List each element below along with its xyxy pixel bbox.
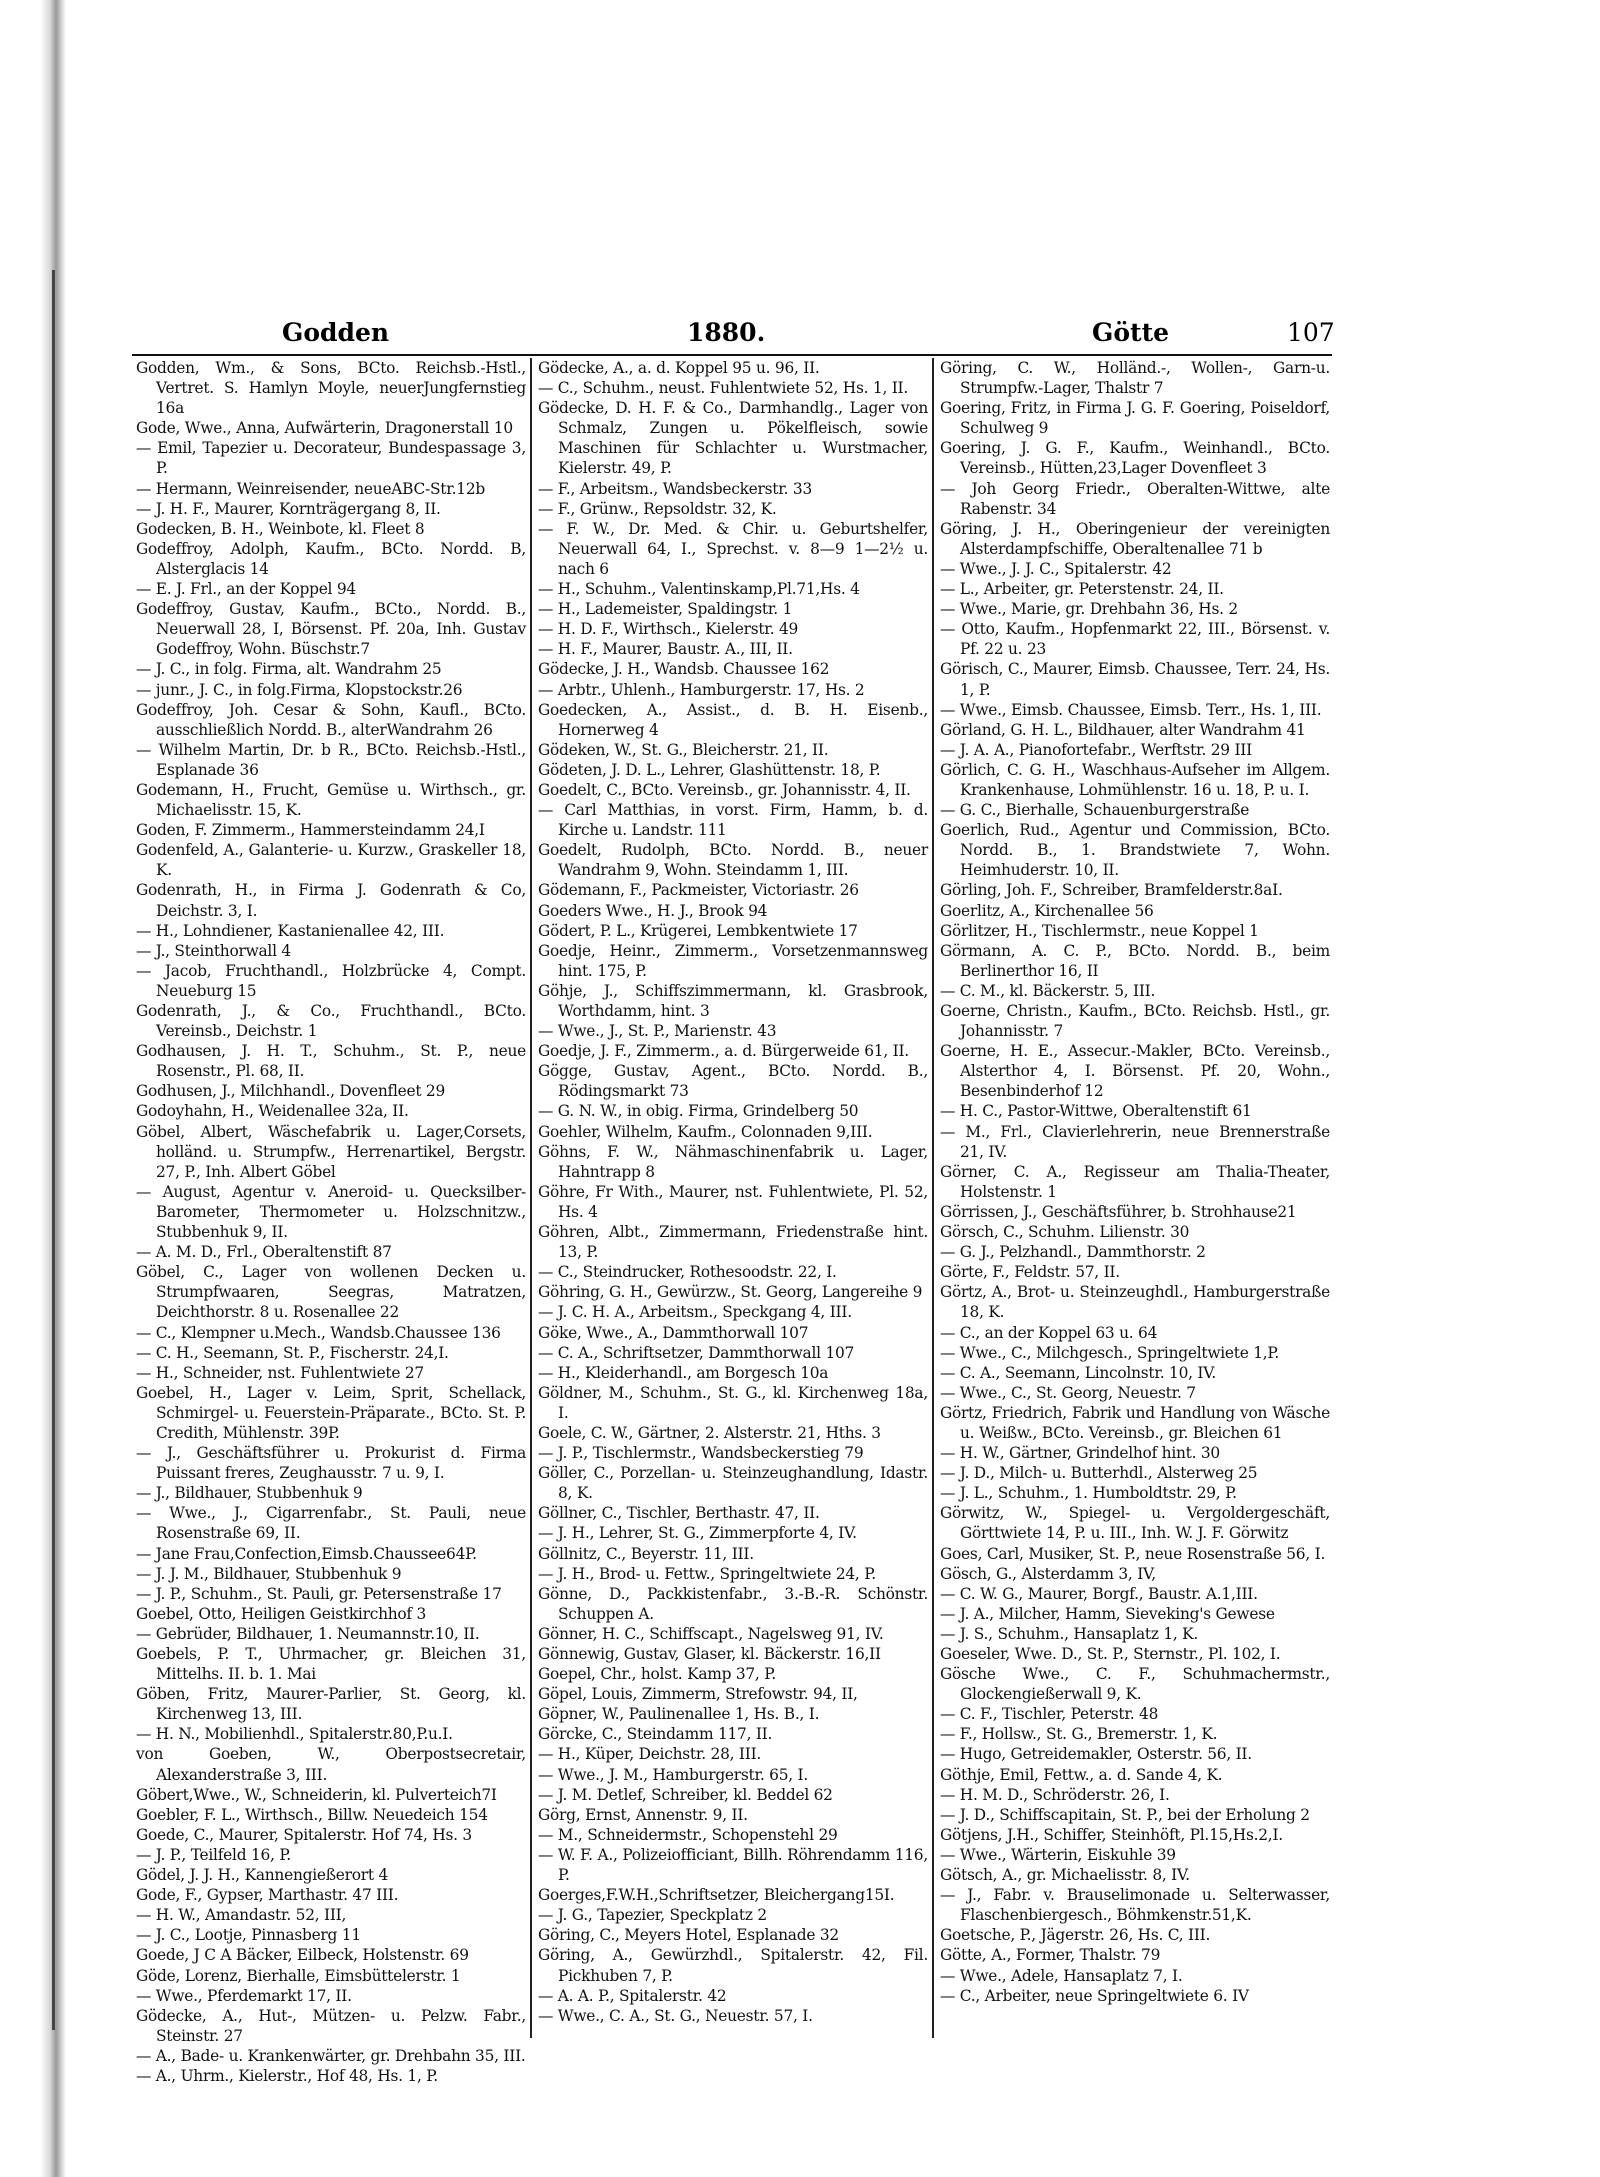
directory-entry: Göbel, C., Lager von wollenen Decken u. Strumpfwaaren, Seegras, Matratzen, Deichthorstr. 8 u. Rosenallee 22 xyxy=(136,1263,526,1322)
header-rule xyxy=(132,354,1332,356)
directory-entry: Göthje, Emil, Fettw., a. d. Sande 4, K. xyxy=(940,1765,1223,1784)
directory-entry: — Wwe., Eimsb. Chaussee, Eimsb. Terr., Hs. 1, III. xyxy=(940,700,1322,719)
directory-entry: Gödeten, J. D. L., Lehrer, Glashüttenstr. 18, P. xyxy=(538,760,881,779)
directory-entry: — J. H., Lehrer, St. G., Zimmerpforte 4, IV. xyxy=(538,1524,857,1543)
directory-entry: Göpner, W., Paulinenallee 1, Hs. B., I. xyxy=(538,1705,820,1724)
directory-entry: Görsch, C., Schuhm. Lilienstr. 30 xyxy=(940,1223,1190,1242)
directory-entry: Görwitz, W., Spiegel- u. Vergoldergeschäft, Görttwiete 14, P. u. III., Inh. W. J. F. Görwitz xyxy=(940,1504,1330,1543)
page-number: 107 xyxy=(1287,318,1335,347)
directory-entry: Goebler, F. L., Wirthsch., Billw. Neuedeich 154 xyxy=(136,1805,488,1824)
directory-entry: — J. C., Lootje, Pinnasberg 11 xyxy=(136,1926,361,1945)
directory-entry: Goes, Carl, Musiker, St. P., neue Rosenstraße 56, I. xyxy=(940,1544,1326,1563)
directory-entry: Gödecke, A., Hut-, Mützen- u. Pelzw. Fabr., Steinstr. 27 xyxy=(136,2006,526,2045)
directory-entry: — J., Fabr. v. Brauselimonade u. Selterwasser, Flaschenbiergesch., Böhmkenstr.51,K. xyxy=(940,1886,1330,1925)
directory-entry: — Wilhelm Martin, Dr. b R., BCto. Reichsb.-Hstl., Esplanade 36 xyxy=(136,740,526,779)
directory-entry: Götsch, A., gr. Michaelisstr. 8, IV. xyxy=(940,1866,1190,1885)
directory-entry: Goerlitz, A., Kirchenallee 56 xyxy=(940,901,1154,920)
directory-entry: Goedelt, Rudolph, BCto. Nordd. B., neuer Wandrahm 9, Wohn. Steindamm 1, III. xyxy=(538,841,928,880)
directory-entry: — Otto, Kaufm., Hopfenmarkt 22, III., Börsenst. v. Pf. 22 u. 23 xyxy=(940,620,1330,659)
directory-entry: Gode, Wwe., Anna, Aufwärterin, Dragonerstall 10 xyxy=(136,419,513,438)
directory-entry: Gode, F., Gypser, Marthastr. 47 III. xyxy=(136,1886,399,1905)
directory-entry: — H., Schuhm., Valentinskamp,Pl.71,Hs. 4 xyxy=(538,580,860,599)
directory-entry: — H., Schneider, nst. Fuhlentwiete 27 xyxy=(136,1363,424,1382)
directory-entry: — L., Arbeiter, gr. Peterstenstr. 24, II. xyxy=(940,580,1224,599)
directory-entry: — Arbtr., Uhlenh., Hamburgerstr. 17, Hs. 2 xyxy=(538,680,865,699)
directory-entry: — J. H., Brod- u. Fettw., Springeltwiete 24, P. xyxy=(538,1564,876,1583)
directory-entry: Goerne, Christn., Kaufm., BCto. Reichsb. Hstl., gr. Johannisstr. 7 xyxy=(940,1002,1330,1041)
directory-entry: Görling, Joh. F., Schreiber, Bramfelderstr.8aI. xyxy=(940,881,1283,900)
directory-entry: Göllnitz, C., Beyerstr. 11, III. xyxy=(538,1544,754,1563)
directory-entry: Goebel, H., Lager v. Leim, Sprit, Schellack, Schmirgel- u. Feuerstein-Präparate., BCto. St. P. Credith, Mühlenstr. 39P. xyxy=(136,1383,526,1442)
directory-entry: — H. W., Amandastr. 52, III, xyxy=(136,1906,347,1925)
directory-entry: Görland, G. H. L., Bildhauer, alter Wandrahm 41 xyxy=(940,720,1306,739)
directory-entry: Görte, F., Feldstr. 57, II. xyxy=(940,1263,1120,1282)
directory-entry: — J. D., Schiffscapitain, St. P., bei der Erholung 2 xyxy=(940,1805,1310,1824)
directory-entry: Gösch, G., Alsterdamm 3, IV, xyxy=(940,1564,1156,1583)
directory-entry: — F., Hollsw., St. G., Bremerstr. 1, K. xyxy=(940,1725,1218,1744)
directory-entry: — J. P., Schuhm., St. Pauli, gr. Petersenstraße 17 xyxy=(136,1584,502,1603)
directory-entry: — H., Küper, Deichstr. 28, III. xyxy=(538,1745,762,1764)
directory-entry: Gönner, H. C., Schiffscapt., Nagelsweg 91, IV. xyxy=(538,1624,884,1643)
directory-entry: Gödemann, F., Packmeister, Victoriastr. 26 xyxy=(538,881,859,900)
header-last-name: Götte xyxy=(1092,318,1170,347)
directory-entry: Godemann, H., Frucht, Gemüse u. Wirthsch., gr. Michaelisstr. 15, K. xyxy=(136,780,526,820)
directory-entry: — Wwe., J., St. P., Marienstr. 43 xyxy=(538,1022,777,1041)
directory-entry: Goerges,F.W.H.,Schriftsetzer, Bleichergang15I. xyxy=(538,1886,895,1905)
directory-entry: — C. F., Tischler, Peterstr. 48 xyxy=(940,1705,1159,1724)
directory-entry: — H., Kleiderhandl., am Borgesch 10a xyxy=(538,1363,829,1382)
directory-entry: Goeders Wwe., H. J., Brook 94 xyxy=(538,901,768,920)
directory-entry: — J., Bildhauer, Stubbenhuk 9 xyxy=(136,1484,363,1503)
directory-entry: — J. M. Detlef, Schreiber, kl. Beddel 62 xyxy=(538,1785,833,1804)
directory-entry: Göke, Wwe., A., Dammthorwall 107 xyxy=(538,1323,809,1342)
directory-entry: — H. F., Maurer, Baustr. A., III, II. xyxy=(538,640,793,659)
directory-entry: Göring, C., Meyers Hotel, Esplanade 32 xyxy=(538,1926,839,1945)
directory-entry: — C., an der Koppel 63 u. 64 xyxy=(940,1323,1158,1342)
directory-entry: — F., Grünw., Repsoldstr. 32, K. xyxy=(538,499,777,518)
directory-entry: — Wwe., C., St. Georg, Neuestr. 7 xyxy=(940,1383,1196,1402)
directory-entry: — J. A. A., Pianofortefabr., Werftstr. 29 III xyxy=(940,740,1252,759)
directory-entry: Görtz, A., Brot- u. Steinzeughdl., Hamburgerstraße 18, K. xyxy=(940,1283,1330,1322)
directory-entry: — J. J. M., Bildhauer, Stubbenhuk 9 xyxy=(136,1564,402,1583)
directory-entry: — C. W. G., Maurer, Borgf., Baustr. A.1,III. xyxy=(940,1584,1258,1603)
directory-entry: — Gebrüder, Bildhauer, 1. Neumannstr.10, II. xyxy=(136,1624,480,1643)
directory-entry: Goehler, Wilhelm, Kaufm., Colonnaden 9,III. xyxy=(538,1122,873,1141)
directory-entry: — Jane Frau,Confection,Eimsb.Chaussee64P. xyxy=(136,1544,477,1563)
directory-entry: Gönne, D., Packkistenfabr., 3.-B.-R. Schönstr. Schuppen A. xyxy=(538,1584,928,1623)
directory-entry: Göring, C. W., Holländ.-, Wollen-, Garn-u. Strumpfw.-Lager, Thalstr 7 xyxy=(940,359,1330,398)
directory-entry: Görtz, Friedrich, Fabrik und Handlung von Wäsche u. Weißw., BCto. Vereinsb., gr. Bleichen 61 xyxy=(940,1403,1330,1442)
directory-entry: — J. H. F., Maurer, Kornträgergang 8, II. xyxy=(136,499,441,518)
directory-entry: — J. P., Teilfeld 16, P. xyxy=(136,1845,291,1864)
directory-entry: Görlich, C. G. H., Waschhaus-Aufseher im Allgem. Krankenhause, Lohmühlenstr. 16 u. 18, P. u. I. xyxy=(940,760,1330,799)
directory-entry: Godenfeld, A., Galanterie- u. Kurzw., Graskeller 18, K. xyxy=(136,841,526,880)
directory-entry: — Wwe., Adele, Hansaplatz 7, I. xyxy=(940,1966,1183,1985)
directory-entry: Görmann, A. C. P., BCto. Nordd. B., beim Berlinerthor 16, II xyxy=(940,941,1330,980)
directory-page xyxy=(132,318,1335,2085)
directory-entry: Goele, C. W., Gärtner, 2. Alsterstr. 21, Hths. 3 xyxy=(538,1423,881,1442)
directory-entry: Göllner, C., Tischler, Berthastr. 47, II. xyxy=(538,1504,820,1523)
directory-entry: — W. F. A., Polizeiofficiant, Billh. Röhrendamm 116, P. xyxy=(538,1845,928,1885)
book-binding-edge xyxy=(0,0,70,2177)
directory-entry: — C., Klempner u.Mech., Wandsb.Chaussee 136 xyxy=(136,1323,501,1342)
directory-entry: Göhre, Fr With., Maurer, nst. Fuhlentwiete, Pl. 52, Hs. 4 xyxy=(538,1182,928,1221)
directory-entry: — A. M. D., Frl., Oberaltenstift 87 xyxy=(136,1243,392,1262)
directory-entry: — J. A., Milcher, Hamm, Sieveking's Gewese xyxy=(940,1604,1275,1623)
directory-entry: — C. A., Seemann, Lincolnstr. 10, IV. xyxy=(940,1363,1217,1382)
directory-entry: — J. C., in folg. Firma, alt. Wandrahm 25 xyxy=(136,660,442,679)
column-middle xyxy=(538,358,928,2038)
directory-entry: Godden, Wm., & Sons, BCto. Reichsb.-Hstl., Vertret. S. Hamlyn Moyle, neuerJungfernstieg 16a xyxy=(136,359,526,418)
column-divider xyxy=(530,358,532,2038)
directory-entry: Godenrath, J., & Co., Fruchthandl., BCto. Vereinsb., Deichstr. 1 xyxy=(136,1002,526,1041)
directory-entry: Goerlich, Rud., Agentur und Commission, BCto. Nordd. B., 1. Brandstwiete 7, Wohn. Heimhuderstr. 10, II. xyxy=(940,821,1330,880)
directory-entry: Görisch, C., Maurer, Eimsb. Chaussee, Terr. 24, Hs. 1, P. xyxy=(940,660,1330,699)
directory-entry: — A., Uhrm., Kielerstr., Hof 48, Hs. 1, P. xyxy=(136,2066,438,2085)
directory-entry: — Wwe., J., Cigarrenfabr., St. Pauli, neue Rosenstraße 69, II. xyxy=(136,1504,526,1543)
directory-entry: — A., Bade- u. Krankenwärter, gr. Drehbahn 35, III. xyxy=(136,2046,526,2065)
directory-entry: Godecken, B. H., Weinbote, kl. Fleet 8 xyxy=(136,519,425,538)
page-gutter-line xyxy=(52,270,55,2030)
directory-entry: — Wwe., Pferdemarkt 17, II. xyxy=(136,1986,352,2005)
directory-entry: Goebel, Otto, Heiligen Geistkirchhof 3 xyxy=(136,1604,427,1623)
directory-entry: — H. N., Mobilienhdl., Spitalerstr.80,P.u.I. xyxy=(136,1725,453,1744)
directory-entry: Göde, Lorenz, Bierhalle, Eimsbüttelerstr. 1 xyxy=(136,1966,461,1985)
directory-entry: Godhusen, J., Milchhandl., Dovenfleet 29 xyxy=(136,1082,445,1101)
directory-entry: — junr., J. C., in folg.Firma, Klopstockstr.26 xyxy=(136,680,463,699)
header-year: 1880. xyxy=(687,318,766,347)
column-divider xyxy=(932,358,934,2038)
directory-entry: — H. C., Pastor-Wittwe, Oberaltenstift 61 xyxy=(940,1102,1252,1121)
directory-entry: Godeffroy, Adolph, Kaufm., BCto. Nordd. B, Alsterglacis 14 xyxy=(136,539,526,578)
page-header xyxy=(132,318,1335,350)
directory-entry: Goedecken, A., Assist., d. B. H. Eisenb., Hornerweg 4 xyxy=(538,700,928,739)
directory-entry: — Wwe., C., Milchgesch., Springeltwiete 1,P. xyxy=(940,1343,1280,1362)
directory-entry: Gödert, P. L., Krügerei, Lembkentwiete 17 xyxy=(538,921,858,940)
directory-entry: — J. L., Schuhm., 1. Humboldtstr. 29, P. xyxy=(940,1484,1237,1503)
directory-entry: — E. J. Frl., an der Koppel 94 xyxy=(136,580,356,599)
directory-entry: Goetsche, P., Jägerstr. 26, Hs. C, III. xyxy=(940,1926,1211,1945)
directory-entry: — August, Agentur v. Aneroid- u. Quecksilber-Barometer, Thermometer u. Holzschnitzw., Stubbenhuk 9, II. xyxy=(136,1182,526,1242)
directory-entry: Goedje, J. F., Zimmerm., a. d. Bürgerweide 61, II. xyxy=(538,1042,909,1061)
directory-entry: Gödecke, J. H., Wandsb. Chaussee 162 xyxy=(538,660,830,679)
directory-entry: Gödel, J. J. H., Kannengießerort 4 xyxy=(136,1866,388,1885)
directory-entry: Godeffroy, Joh. Cesar & Sohn, Kaufl., BCto. ausschließlich Nordd. B., alterWandrahm 26 xyxy=(136,700,526,739)
directory-entry: — Jacob, Fruchthandl., Holzbrücke 4, Compt. Neueburg 15 xyxy=(136,961,526,1000)
directory-entry: Goedje, Heinr., Zimmerm., Vorsetzenmannsweg hint. 175, P. xyxy=(538,941,928,980)
directory-entry: — J. G., Tapezier, Speckplatz 2 xyxy=(538,1906,767,1925)
directory-entry: — Wwe., Marie, gr. Drehbahn 36, Hs. 2 xyxy=(940,600,1238,619)
directory-entry: Götte, A., Former, Thalstr. 79 xyxy=(940,1946,1161,1965)
directory-entry: — C. A., Schriftsetzer, Dammthorwall 107 xyxy=(538,1343,855,1362)
directory-entry: Goeseler, Wwe. D., St. P., Sternstr., Pl. 102, I. xyxy=(940,1645,1281,1663)
directory-entry: Godeffroy, Gustav, Kaufm., BCto., Nordd. B., Neuerwall 28, I, Börsenst. Pf. 20a, Inh. Gustav Godeffroy, Wohn. Büschstr.7 xyxy=(136,600,526,659)
directory-entry: Görlitzer, H., Tischlermstr., neue Koppel 1 xyxy=(940,921,1259,940)
directory-entry: Göring, A., Gewürzhdl., Spitalerstr. 42, Fil. Pickhuben 7, P. xyxy=(538,1946,928,1985)
directory-entry: — Emil, Tapezier u. Decorateur, Bundespassage 3, P. xyxy=(136,439,526,478)
column-left xyxy=(136,358,526,2085)
directory-entry: — C., Steindrucker, Rothesoodstr. 22, I. xyxy=(538,1263,837,1282)
directory-entry: Goerne, H. E., Assecur.-Makler, BCto. Vereinsb., Alsterthor 4, I. Börsenst. Pf. 20, Wohn., Besenbinderhof 12 xyxy=(940,1042,1330,1101)
directory-entry: — Carl Matthias, in vorst. Firm, Hamm, b. d. Kirche u. Landstr. 111 xyxy=(538,801,928,840)
directory-entry: — H. W., Gärtner, Grindelhof hint. 30 xyxy=(940,1444,1220,1463)
directory-entry: Gödecke, A., a. d. Koppel 95 u. 96, II. xyxy=(538,359,820,377)
directory-entry: Göhren, Albt., Zimmermann, Friedenstraße hint. 13, P. xyxy=(538,1223,928,1262)
directory-entry: — M., Schneidermstr., Schopenstehl 29 xyxy=(538,1825,838,1844)
directory-entry: Goebels, P. T., Uhrmacher, gr. Bleichen 31, Mittelhs. II. b. 1. Mai xyxy=(136,1645,526,1684)
directory-entry: Görner, C. A., Regisseur am Thalia-Theater, Holstenstr. 1 xyxy=(940,1162,1330,1201)
directory-entry: — H., Lohndiener, Kastanienallee 42, III. xyxy=(136,921,445,940)
directory-entry: Götjens, J.H., Schiffer, Steinhöft, Pl.15,Hs.2,I. xyxy=(940,1825,1283,1844)
directory-entry: Göhje, J., Schiffszimmermann, kl. Grasbrook, Worthdamm, hint. 3 xyxy=(538,981,928,1020)
directory-entry: — H. M. D., Schröderstr. 26, I. xyxy=(940,1785,1170,1804)
directory-entry: Görrissen, J., Geschäftsführer, b. Strohhause21 xyxy=(940,1202,1297,1221)
header-first-name: Godden xyxy=(282,318,390,347)
directory-entry: Goede, J C A Bäcker, Eilbeck, Holstenstr. 69 xyxy=(136,1946,469,1965)
directory-entry: — G. J., Pelzhandl., Dammthorstr. 2 xyxy=(940,1243,1206,1262)
directory-entry: Goepel, Chr., holst. Kamp 37, P. xyxy=(538,1665,776,1684)
directory-entry: Goering, J. G. F., Kaufm., Weinhandl., BCto. Vereinsb., Hütten,23,Lager Dovenfleet 3 xyxy=(940,439,1330,478)
directory-entry: Godoyhahn, H., Weidenallee 32a, II. xyxy=(136,1102,409,1121)
directory-entry: — C. H., Seemann, St. P., Fischerstr. 24,I. xyxy=(136,1343,449,1362)
directory-entry: — C., Schuhm., neust. Fuhlentwiete 52, Hs. 1, II. xyxy=(538,379,909,398)
directory-entry: — Wwe., C. A., St. G., Neuestr. 57, I. xyxy=(538,2006,813,2025)
directory-entry: Gösche Wwe., C. F., Schuhmachermstr., Glockengießerwall 9, K. xyxy=(940,1665,1330,1704)
directory-entry: Goering, Fritz, in Firma J. G. F. Goering, Poiseldorf, Schulweg 9 xyxy=(940,399,1330,438)
directory-entry: Goede, C., Maurer, Spitalerstr. Hof 74, Hs. 3 xyxy=(136,1825,472,1844)
directory-entry: Gödecke, D. H. F. & Co., Darmhandlg., Lager von Schmalz, Zungen u. Pökelfleisch, sowie Maschinen für Schlachter u. Wurstmacher, Kielerstr. 49, P. xyxy=(538,399,928,478)
directory-entry: — A. A. P., Spitalerstr. 42 xyxy=(538,1986,727,2005)
directory-entry: Goden, F. Zimmerm., Hammersteindamm 24,I xyxy=(136,821,485,840)
directory-entry: — G. C., Bierhalle, Schauenburgerstraße xyxy=(940,801,1250,820)
directory-entry: Gödeken, W., St. G., Bleicherstr. 21, II. xyxy=(538,740,829,759)
directory-entry: — C. M., kl. Bäckerstr. 5, III. xyxy=(940,981,1156,1000)
directory-entry: — J. S., Schuhm., Hansaplatz 1, K. xyxy=(940,1624,1199,1643)
directory-entry: Godenrath, H., in Firma J. Godenrath & Co, Deichstr. 3, I. xyxy=(136,881,526,920)
column-right xyxy=(940,358,1330,2038)
directory-entry: Göpel, Louis, Zimmerm, Strefowstr. 94, II, xyxy=(538,1685,858,1704)
directory-entry: Görg, Ernst, Annenstr. 9, II. xyxy=(538,1805,748,1824)
directory-entry: Gönnewig, Gustav, Glaser, kl. Bäckerstr. 16,II xyxy=(538,1645,881,1663)
directory-entry: Göhring, G. H., Gewürzw., St. Georg, Langereihe 9 xyxy=(538,1283,923,1302)
directory-entry: Göring, J. H., Oberingenieur der vereinigten Alsterdampfschiffe, Oberaltenallee 71 b xyxy=(940,519,1330,558)
directory-entry: Göbel, Albert, Wäschefabrik u. Lager,Corsets, holländ. u. Strumpfw., Herrenartikel, Bergstr. 27, P., Inh. Albert Göbel xyxy=(136,1122,526,1181)
directory-entry: — M., Frl., Clavierlehrerin, neue Brennerstraße 21, IV. xyxy=(940,1122,1330,1161)
directory-entry: Godhausen, J. H. T., Schuhm., St. P., neue Rosenstr., Pl. 68, II. xyxy=(136,1042,526,1081)
directory-entry: — J. P., Tischlermstr., Wandsbeckerstieg 79 xyxy=(538,1444,864,1463)
directory-entry: — Hermann, Weinreisender, neueABC-Str.12b xyxy=(136,479,485,498)
directory-entry: Gögge, Gustav, Agent., BCto. Nordd. B., Rödingsmarkt 73 xyxy=(538,1062,928,1101)
directory-entry: — Joh Georg Friedr., Oberalten-Wittwe, alte Rabenstr. 34 xyxy=(940,479,1330,518)
directory-entry: Goedelt, C., BCto. Vereinsb., gr. Johannisstr. 4, II. xyxy=(538,780,911,799)
directory-entry: von Goeben, W., Oberpostsecretair, Alexanderstraße 3, III. xyxy=(136,1745,526,1784)
directory-entry: — F., Arbeitsm., Wandsbeckerstr. 33 xyxy=(538,479,813,498)
directory-entry: — J., Steinthorwall 4 xyxy=(136,941,291,960)
directory-entry: Göbert,Wwe., W., Schneiderin, kl. Pulverteich7I xyxy=(136,1785,497,1804)
directory-entry: — H., Lademeister, Spaldingstr. 1 xyxy=(538,600,793,619)
directory-entry: Göller, C., Porzellan- u. Steinzeughandlung, Idastr. 8, K. xyxy=(538,1464,928,1503)
directory-entry: — Wwe., J. J. C., Spitalerstr. 42 xyxy=(940,559,1172,578)
directory-entry: — J. D., Milch- u. Butterhdl., Alsterweg 25 xyxy=(940,1464,1258,1483)
directory-entry: — G. N. W., in obig. Firma, Grindelberg 50 xyxy=(538,1102,859,1121)
directory-entry: — Hugo, Getreidemakler, Osterstr. 56, II. xyxy=(940,1745,1252,1764)
directory-entry: — J. C. H. A., Arbeitsm., Speckgang 4, III. xyxy=(538,1303,852,1322)
directory-entry: — Wwe., J. M., Hamburgerstr. 65, I. xyxy=(538,1765,809,1784)
directory-entry: Göldner, M., Schuhm., St. G., kl. Kirchenweg 18a, I. xyxy=(538,1383,928,1422)
directory-entry: — H. D. F., Wirthsch., Kielerstr. 49 xyxy=(538,620,799,639)
directory-entry: — J., Geschäftsführer u. Prokurist d. Firma Puissant freres, Zeughausstr. 7 u. 9, I. xyxy=(136,1444,526,1483)
directory-entry: — F. W., Dr. Med. & Chir. u. Geburtshelfer, Neuerwall 64, I., Sprechst. v. 8—9 1—2½ u. nach 6 xyxy=(538,519,928,578)
directory-entry: — Wwe., Wärterin, Eiskuhle 39 xyxy=(940,1845,1176,1864)
directory-entry: Göhns, F. W., Nähmaschinenfabrik u. Lager, Hahntrapp 8 xyxy=(538,1142,928,1181)
directory-entry: Göben, Fritz, Maurer-Parlier, St. Georg, kl. Kirchenweg 13, III. xyxy=(136,1685,526,1724)
directory-entry: Görcke, C., Steindamm 117, II. xyxy=(538,1725,773,1744)
directory-entry: — C., Arbeiter, neue Springeltwiete 6. IV xyxy=(940,1986,1249,2005)
